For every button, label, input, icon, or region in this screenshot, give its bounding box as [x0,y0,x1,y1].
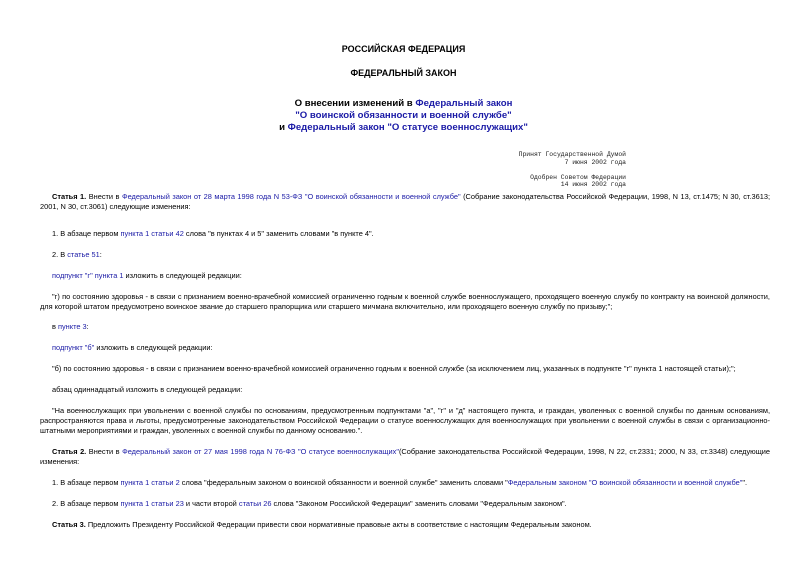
article-text: (Собрание законодательства Российской Федерации, 1998, N 22, ст.2331; 2000, N 33, ст.3348) следующие изменения: [40,447,771,466]
paragraph-11 [52,499,770,509]
paragraph-7: "б) по состоянию здоровья - в связи с признанием военно-врачебной комиссией ограниченно годным к военной службе (за исключением лиц, указанных в подпункте "г" пункта 1 настоящей статьи);"; [52,364,736,373]
paragraph-2 [52,250,770,260]
link-article-42[interactable]: пункта 1 статьи 42 [120,229,184,238]
link-subpoint-g[interactable]: подпункт "г" пункта 1 [52,271,124,280]
approved-by-council: Одобрен Советом Федерации [530,173,626,181]
paragraph-text: 1. В абзаце первом [52,229,121,238]
article-text: Предложить Президенту Российской Федерации привести свои нормативные правовые акты в соответствие с настоящим Федеральным законом. [85,520,592,529]
link-subpoint-b[interactable]: подпункт "б" [52,343,95,352]
paragraph-text: слова "федеральным законом о воинской обязанности и военной службе" заменить словами " [179,478,508,487]
title-text: и [279,122,288,133]
article-2-label: Статья 2. [52,447,87,456]
title-link-military-duty[interactable]: "О воинской обязанности и военной службе" [295,110,512,121]
paragraph-text: изложить в следующей редакции: [94,343,213,352]
adoption-info [420,151,626,189]
law-title [0,98,807,134]
paragraph-4: "г) по состоянию здоровья - в связи с признанием военно-врачебной комиссией ограниченно годным к военной службе военнослужащего, проходящего военную службу по контракту на воинской должности, для которой штатом предусмотрено воинское звание до старшего прапорщика или старшего мичмана включительно, или проходящего военную службу по призыву;"; [40,292,770,311]
article-3 [40,520,770,530]
link-article-2[interactable]: пункта 1 статьи 2 [120,478,180,487]
adopted-date: 7 июня 2002 года [564,158,626,166]
article-text: Внести в [86,192,122,201]
paragraph-text: и части второй [183,499,239,508]
link-fz-53[interactable]: Федеральный закон от 28 марта 1998 года N 53-ФЗ "О воинской обязанности и военной службе" [121,192,461,201]
article-1 [40,192,770,212]
paragraph-text: 1. В абзаце первом [52,478,121,487]
paragraph-text: ". [742,478,748,487]
paragraph-text: слова "Законом Российской Федерации" заменить словами "Федеральным законом". [271,499,567,508]
paragraph-text: : [86,322,89,331]
approved-date: 14 июня 2002 года [560,181,626,189]
link-fz-military-duty[interactable]: Федеральным законом "О воинской обязанности и военной службе" [507,478,743,487]
title-link-status[interactable]: Федеральный закон "О статусе военнослужащих" [287,122,528,133]
paragraph-5 [52,322,770,332]
paragraph-1 [52,229,770,239]
paragraph-10 [52,478,770,488]
paragraph-text: слова "в пунктах 4 и 5" заменить словами "в пункте 4". [183,229,374,238]
article-text: Внести в [86,447,123,456]
link-article-51[interactable]: статье 51 [67,250,100,259]
header-law-type: ФЕДЕРАЛЬНЫЙ ЗАКОН [350,68,457,78]
article-3-label: Статья 3. [52,520,86,529]
title-text: О внесении изменений в [294,98,416,109]
link-point-3[interactable]: пункте 3 [57,322,87,331]
link-article-26[interactable]: статьи 26 [238,499,272,508]
paragraph-text: 2. В абзаце первом [52,499,121,508]
paragraph-text: : [99,250,102,259]
paragraph-8: абзац одиннадцатый изложить в следующей редакции: [52,385,243,394]
link-article-23[interactable]: пункта 1 статьи 23 [120,499,184,508]
article-text: (Собрание законодательства Российской Федерации, 1998, N 13, ст.1475; N 30, ст.3613; 2001, N 30, ст.3061) следующие изменения: [40,192,771,211]
paragraph-text: в [52,322,58,331]
title-link-fz[interactable]: Федеральный закон [415,98,513,109]
paragraph-text: изложить в следующей редакции: [123,271,242,280]
article-2 [40,447,770,467]
paragraph-text: 2. В [52,250,68,259]
article-1-label: Статья 1. [52,192,87,201]
paragraph-9: "На военнослужащих при увольнении с военной службы по основаниям, предусмотренным подпунктами "а", "г" и "д" настоящего пункта, и граждан, уволенных с военной службы по данным основаниям, распространяются права и льготы, предусмотренные законодательством Российской Федерации о статусе военнослужащих для военнослужащих при увольнении с военной службы в связи с организационно-штатными мероприятиями и граждан, уволенных с военной службы по данному основанию.". [40,406,770,435]
header-country: РОССИЙСКАЯ ФЕДЕРАЦИЯ [341,44,466,54]
paragraph-3 [52,271,770,281]
adopted-by-duma: Принят Государственной Думой [518,151,626,158]
link-fz-76[interactable]: Федеральный закон от 27 мая 1998 года N 76-ФЗ "О статусе военнослужащих" [122,447,399,456]
paragraph-6 [52,343,770,353]
